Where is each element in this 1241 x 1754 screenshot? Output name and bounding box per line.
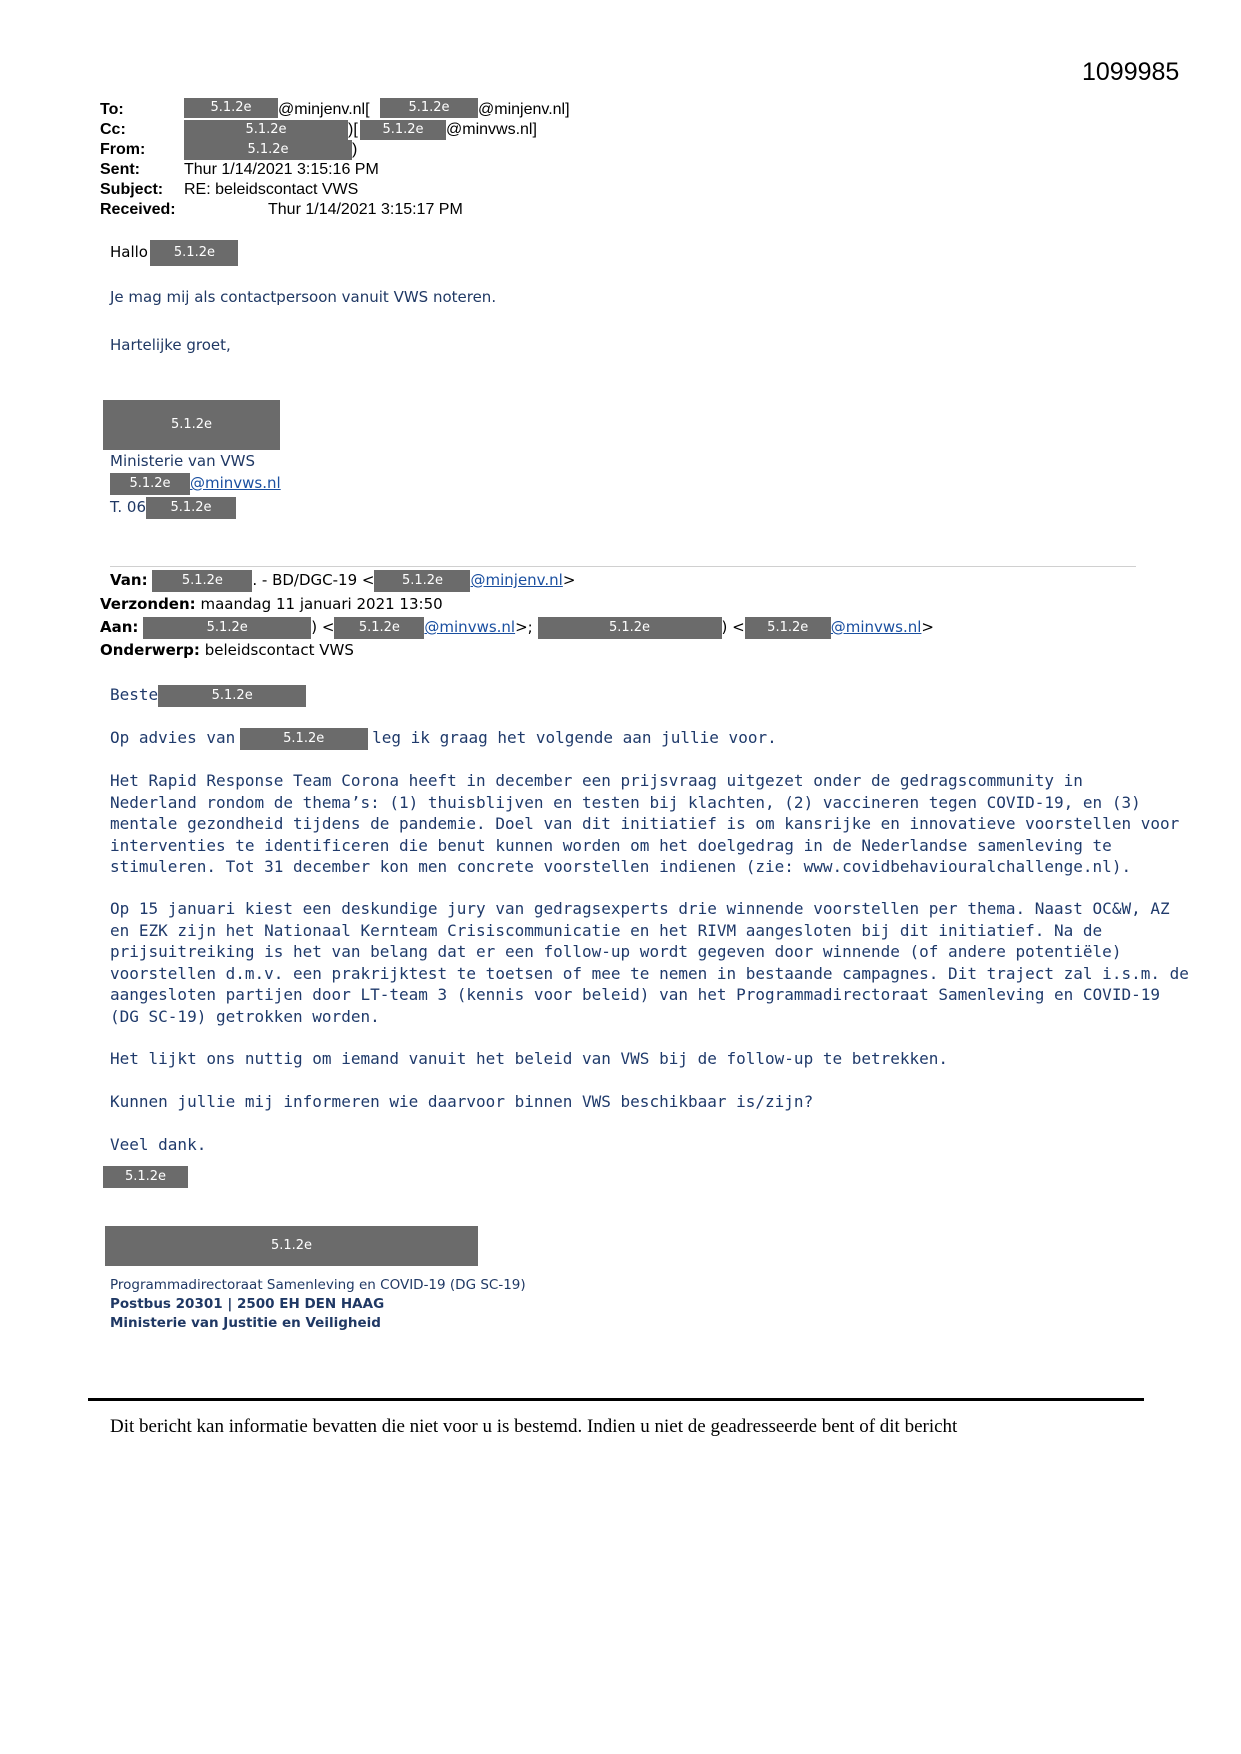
received-label: Received: bbox=[100, 201, 176, 218]
redaction-box: 5.1.2e bbox=[745, 617, 831, 639]
redaction-box: 5.1.2e bbox=[143, 617, 311, 639]
greeting-text: Hallo bbox=[110, 243, 148, 262]
aan-email-link-1[interactable]: @minvws.nl bbox=[424, 618, 516, 636]
paragraph-line: Nederland rondom de thema’s: (1) thuisblijven en testen bij klachten, (2) vaccineren tegen COVID-19, en (3) bbox=[110, 792, 1141, 812]
redaction-box: 5.1.2e bbox=[110, 473, 190, 495]
onderwerp-label: Onderwerp: bbox=[100, 641, 200, 659]
cc-address: @minvws.nl] bbox=[446, 121, 537, 138]
paragraph-2 bbox=[110, 898, 1189, 1027]
signature-line: Postbus 20301 | 2500 EH DEN HAAG bbox=[110, 1296, 385, 1312]
redaction-box: 5.1.2e bbox=[380, 98, 478, 118]
cc-label: Cc: bbox=[100, 121, 126, 138]
reply-org: Ministerie van VWS bbox=[110, 452, 255, 470]
paragraph-5: Veel dank. bbox=[110, 1135, 207, 1154]
redaction-box: 5.1.2e bbox=[184, 120, 348, 140]
aan-end: > bbox=[921, 618, 934, 636]
aan-email-link-2[interactable]: @minvws.nl bbox=[830, 618, 922, 636]
to-address-2: @minjenv.nl] bbox=[478, 101, 570, 118]
paragraph-3: Het lijkt ons nuttig om iemand vanuit het beleid van VWS bij de follow-up te betrekken. bbox=[110, 1049, 949, 1068]
van-mid: . - BD/DGC-19 < bbox=[252, 571, 375, 589]
subject-label: Subject: bbox=[100, 181, 164, 198]
email-header bbox=[100, 100, 800, 220]
greeting-text: Beste bbox=[110, 685, 159, 704]
redaction-box: 5.1.2e bbox=[150, 240, 238, 266]
redaction-box: 5.1.2e bbox=[184, 98, 278, 118]
cc-row bbox=[100, 120, 800, 140]
van-end: > bbox=[562, 571, 576, 589]
separator-line bbox=[110, 566, 1136, 567]
signature-block bbox=[110, 1276, 526, 1333]
sent-value: Thur 1/14/2021 3:15:16 PM bbox=[184, 161, 379, 178]
redaction-box: 5.1.2e bbox=[152, 570, 252, 592]
redaction-box: 5.1.2e bbox=[103, 400, 280, 450]
redaction-box: 5.1.2e bbox=[374, 570, 470, 592]
van-email-link[interactable]: @minjenv.nl bbox=[470, 571, 563, 589]
phone-prefix: T. 06 bbox=[110, 498, 147, 517]
from-row bbox=[100, 140, 800, 160]
redaction-box: 5.1.2e bbox=[538, 617, 722, 639]
redaction-box: 5.1.2e bbox=[360, 120, 446, 140]
received-value: Thur 1/14/2021 3:15:17 PM bbox=[268, 201, 463, 218]
reply-line: Je mag mij als contactpersoon vanuit VWS noteren. bbox=[110, 288, 497, 306]
redaction-box: 5.1.2e bbox=[105, 1226, 478, 1266]
aan-mid: >; bbox=[515, 618, 533, 636]
van-label: Van: bbox=[110, 571, 148, 589]
sent-row bbox=[100, 160, 800, 180]
document-number: 1099985 bbox=[1082, 58, 1180, 86]
body-advies bbox=[110, 727, 777, 751]
paragraph-line: stimuleren. Tot 31 december kon men concrete voorstellen indienen (zie: www.covidbehaviouralchallenge.nl). bbox=[110, 857, 1132, 876]
to-label: To: bbox=[100, 101, 124, 118]
paragraph-line: Op 15 januari kiest een deskundige jury van gedragsexperts drie winnende voorstellen per thema. Naast OC&W, AZ bbox=[110, 899, 1170, 918]
email-link[interactable]: @minvws.nl bbox=[190, 474, 281, 493]
body-greeting bbox=[110, 684, 306, 708]
signature-line: Ministerie van Justitie en Veiligheid bbox=[110, 1315, 381, 1331]
paragraph-line: prijsuitreiking is het van belang dat er een follow-up wordt gegeven door winnende (of andere potentiële) bbox=[110, 942, 1122, 961]
paragraph-line: (DG SC-19) getrokken worden. bbox=[110, 1006, 380, 1026]
paragraph-1 bbox=[110, 770, 1179, 878]
footer-rule bbox=[88, 1398, 1144, 1401]
paragraph-line: mentale gezondheid tijdens de pandemie. Doel van dit initiatief is om kansrijke en innovatieve voorstellen voor bbox=[110, 814, 1180, 833]
redaction-box: 5.1.2e bbox=[158, 685, 306, 707]
reply-closing: Hartelijke groet, bbox=[110, 336, 231, 354]
paragraph-line: aangesloten partijen door LT-team 3 (kennis voor beleid) van het Programmadirectoraat Samenleving en COVID-19 bbox=[110, 985, 1160, 1004]
received-row bbox=[100, 200, 800, 220]
verzonden-label: Verzonden: bbox=[100, 595, 196, 613]
original-van-row bbox=[110, 569, 575, 593]
original-verzonden-row bbox=[100, 593, 443, 616]
reply-greeting bbox=[110, 240, 238, 266]
to-row bbox=[100, 100, 800, 120]
from-label: From: bbox=[100, 141, 146, 158]
cc-separator: )[ bbox=[348, 121, 358, 138]
paragraph-4: Kunnen jullie mij informeren wie daarvoor binnen VWS beschikbaar is/zijn? bbox=[110, 1092, 814, 1111]
redaction-box: 5.1.2e bbox=[146, 497, 236, 519]
signature-line: Programmadirectoraat Samenleving en COVID-19 (DG SC-19) bbox=[110, 1277, 526, 1293]
redaction-box: 5.1.2e bbox=[240, 728, 368, 750]
subject-value: RE: beleidscontact VWS bbox=[184, 181, 359, 198]
advies-pre: Op advies van bbox=[110, 728, 236, 747]
subject-row bbox=[100, 180, 800, 200]
paragraph-line: interventies te identificeren die benut kunnen worden om het doelgedrag in de Nederlandse samenleving te bbox=[110, 835, 1112, 855]
original-onderwerp-row bbox=[100, 639, 354, 662]
to-address-1: @minjenv.nl[ bbox=[278, 101, 370, 118]
verzonden-value: maandag 11 januari 2021 13:50 bbox=[200, 595, 443, 613]
redaction-box: 5.1.2e bbox=[103, 1166, 188, 1188]
aan-sep-1: ) < bbox=[311, 618, 335, 636]
footer-disclaimer: Dit bericht kan informatie bevatten die niet voor u is bestemd. Indien u niet de geadresseerde bent of dit bericht bbox=[110, 1416, 958, 1437]
reply-email bbox=[110, 473, 281, 495]
paragraph-line: Het Rapid Response Team Corona heeft in december een prijsvraag uitgezet onder de gedragscommunity in bbox=[110, 771, 1083, 790]
original-aan-row bbox=[100, 616, 934, 640]
advies-post: leg ik graag het volgende aan jullie voor. bbox=[372, 728, 777, 747]
reply-phone bbox=[110, 497, 236, 519]
onderwerp-value: beleidscontact VWS bbox=[204, 641, 354, 659]
aan-label: Aan: bbox=[100, 618, 139, 636]
paragraph-line: voorstellen d.m.v. een prakrijktest te toetsen of mee te nemen in bestaande campagnes. Dit traject zal i.s.m. de bbox=[110, 963, 1189, 983]
redaction-box: 5.1.2e bbox=[184, 140, 352, 160]
aan-sep-2: ) < bbox=[721, 618, 745, 636]
from-close: ) bbox=[352, 141, 358, 158]
redaction-box: 5.1.2e bbox=[334, 617, 424, 639]
paragraph-line: en EZK zijn het Nationaal Kernteam Crisiscommunicatie en het RIVM aangesloten bij dit initiatief. Na de bbox=[110, 920, 1103, 940]
sent-label: Sent: bbox=[100, 161, 140, 178]
